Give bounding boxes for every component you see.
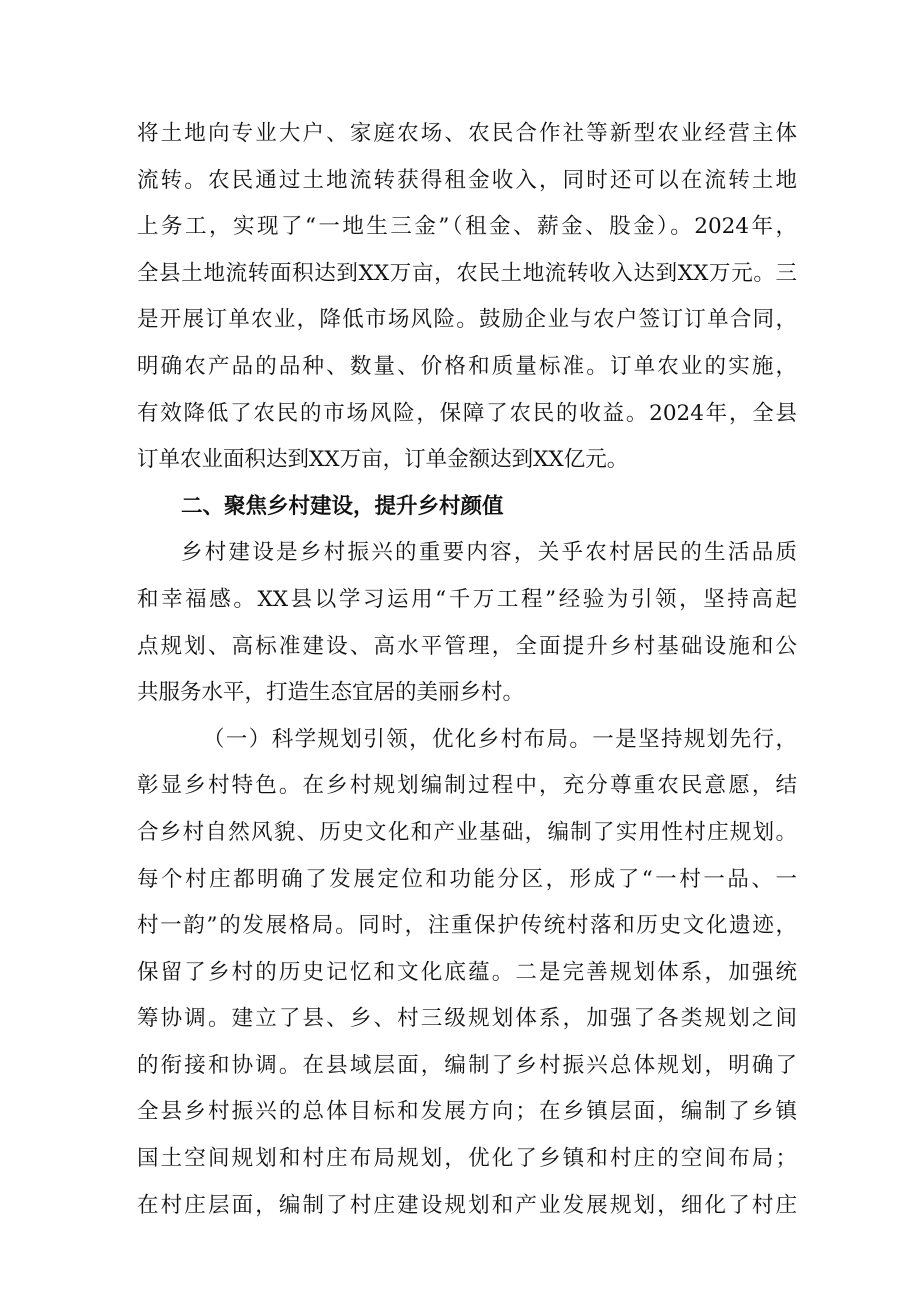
text-line: 全县土地流转面积达到XX万亩，农民土地流转收入达到XX万元。三 (137, 260, 797, 286)
text-line: 村一韵”的发展格局。同时，注重保护传统村落和历史文化遗迹， (137, 913, 797, 939)
text-line: 国土空间规划和村庄布局规划，优化了乡镇和村庄的空间布局； (137, 1146, 797, 1172)
text-line: 彰显乡村特色。在乡村规划编制过程中，充分尊重农民意愿，结 (137, 773, 797, 799)
text-line: 共服务水平，打造生态宜居的美丽乡村。 (137, 680, 525, 706)
text-line: 有效降低了农民的市场风险，保障了农民的收益。2024年，全县 (137, 400, 797, 426)
text-line: 上务工，实现了“一地生三金”（租金、薪金、股金）。2024年， (137, 214, 797, 240)
document-body (137, 111, 797, 1229)
text-line: 在村庄层面，编制了村庄建设规划和产业发展规划，细化了村庄 (137, 1192, 797, 1218)
paragraph-land-transfer (137, 111, 797, 484)
text-line: 全县乡村振兴的总体目标和发展方向；在乡镇层面，编制了乡镇 (137, 1099, 797, 1125)
text-line: 合乡村自然风貌、历史文化和产业基础，编制了实用性村庄规划。 (137, 819, 797, 845)
text-line: 明确农产品的品种、数量、价格和质量标准。订单农业的实施， (137, 353, 797, 379)
section-heading: 二、聚焦乡村建设，提升乡村颜值 (181, 493, 504, 519)
text-line: 点规划、高标准建设、高水平管理，全面提升乡村基础设施和公 (137, 633, 797, 659)
text-line: 乡村建设是乡村振兴的重要内容，关乎农村居民的生活品质 (181, 540, 797, 566)
paragraph-planning (137, 717, 797, 1230)
text-line: 将土地向专业大户、家庭农场、农民合作社等新型农业经营主体 (137, 121, 797, 146)
text-line: 保留了乡村的历史记忆和文化底蕴。二是完善规划体系，加强统 (137, 959, 797, 985)
text-line: 的衔接和协调。在县域层面，编制了乡村振兴总体规划，明确了 (137, 1052, 797, 1078)
paragraph-rural-construction (137, 530, 797, 716)
text-line: 流转。农民通过土地流转获得租金收入，同时还可以在流转土地 (137, 167, 797, 193)
text-line: 是开展订单农业，降低市场风险。鼓励企业与农户签订订单合同， (137, 307, 797, 333)
text-line: （一）科学规划引领，优化乡村布局。一是坚持规划先行， (203, 726, 797, 752)
text-line: 订单农业面积达到XX万亩，订单金额达到XX亿元。 (137, 447, 629, 473)
text-line: 筹协调。建立了县、乡、村三级规划体系，加强了各类规划之间 (137, 1006, 797, 1032)
text-line: 每个村庄都明确了发展定位和功能分区，形成了“一村一品、一 (137, 866, 797, 892)
text-line: 和幸福感。XX县以学习运用“千万工程”经验为引领，坚持高起 (137, 586, 797, 612)
